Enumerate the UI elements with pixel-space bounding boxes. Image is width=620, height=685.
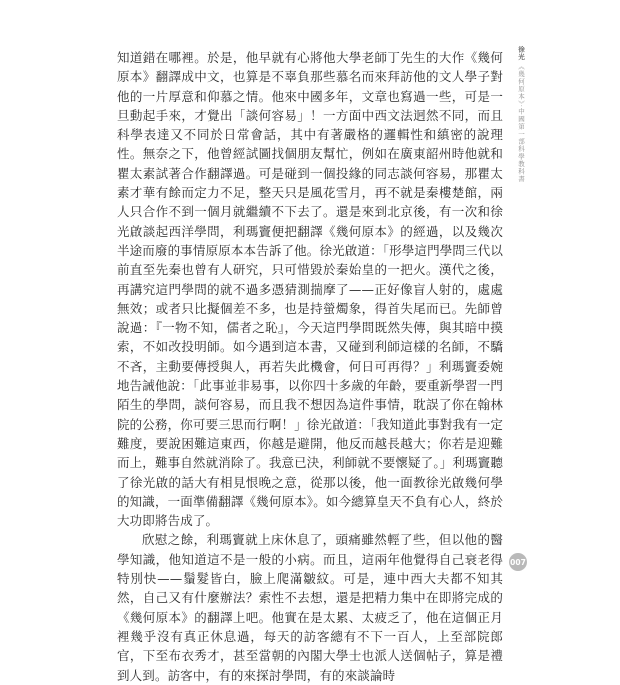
page-number-badge: 007 xyxy=(509,553,527,571)
running-header-mark: 徐光 xyxy=(517,46,525,61)
running-header xyxy=(517,46,526,183)
paragraph-1: 知道錯在哪裡。於是，他早就有心將他大學老師丁先生的大作《幾何原本》翻譯成中文，也算是不辜負那些慕名而來拜訪他的文人學子對他的一片厚意和仰慕之情。他來中國多年，文章也寫過一些，可是一旦動起手來，才覺出「談何容易」！一方面中西文法迥然不同，而且科學表達又不同於日常會話，其中有著嚴格的邏輯性和縝密的說理性。無奈之下，他曾經試圖找個朋友幫忙，例如在廣東韶州時他就和瞿太素試著合作翻譯過。可是碰到一個投緣的同志談何容易，那瞿太素才華有餘而定力不足，整天只是風花雪月，再不就是秦樓楚館，兩人只合作不到一個月就繼續不下去了。還是來到北京後，有一次和徐光啟談起西洋學問，利瑪竇便把翻譯《幾何原本》的經過，以及幾次半途而廢的事情原原本本告訴了他。徐光啟道：「形學這門學問三代以前直至先秦也曾有人研究，只可惜毀於秦始皇的一把火。漢代之後，再講究這門學問的就不過多憑猜測揣摩了——正好像盲人射的，處處無效；或者只比擬個差不多，也是持螢燭象，得首失尾而已。先師曾說過：『一物不知，儒者之恥』，今天這門學問既然失傳，與其暗中摸索，不如改投明師。如今遇到這本書，又碰到利師這樣的名師，不驕不吝，主動要傳授與人，再若失此機會，何日可再得？」利瑪竇委婉地告誡他說：「此事並非易事，以你四十多歲的年齡，要重新學習一門陌生的學問，談何容易，而且我不想因為這件事情，耽誤了你在翰林院的公務，你可要三思而行啊！」徐光啟道：「我知道此事對我有一定難度，要說困難這東西，你越是避開，他反而越長越大；你若是迎難而上，難事自然就消除了。我意已決，利師就不要懷疑了。」利瑪竇聽了徐光啟的話大有相見恨晚之意，從那以後，他一面教徐光啟幾何學的知識，一面準備翻譯《幾何原本》。如今總算皇天不負有心人，終於大功即將告成了。 xyxy=(117,50,503,529)
running-header-title: 《幾何原本》‧中國第一部科學教科書 xyxy=(517,63,525,183)
paragraph-2: 欣慰之餘，利瑪竇就上床休息了，頭痛雖然輕了些，但以他的醫學知識，他知道這不是一般的小病。而且，這兩年他覺得自己衰老得特別快——鬚髮皆白，臉上爬滿皺紋。可是，連中西大夫都不知其然，自己又有什麼辦法？索性不去想，還是把精力集中在即將完成的《幾何原本》的翻譯上吧。他實在是太累、太疲乏了，他在這個正月裡幾乎沒有真正休息過，每天的訪客總有不下一百人，上至部院郎官，下至布衣秀才，甚至當朝的內閣大學士也派人送個帖子，算是禮到人到。訪客中，有的來探討學問，有的來談論時 xyxy=(117,532,503,683)
body-text xyxy=(117,48,503,685)
